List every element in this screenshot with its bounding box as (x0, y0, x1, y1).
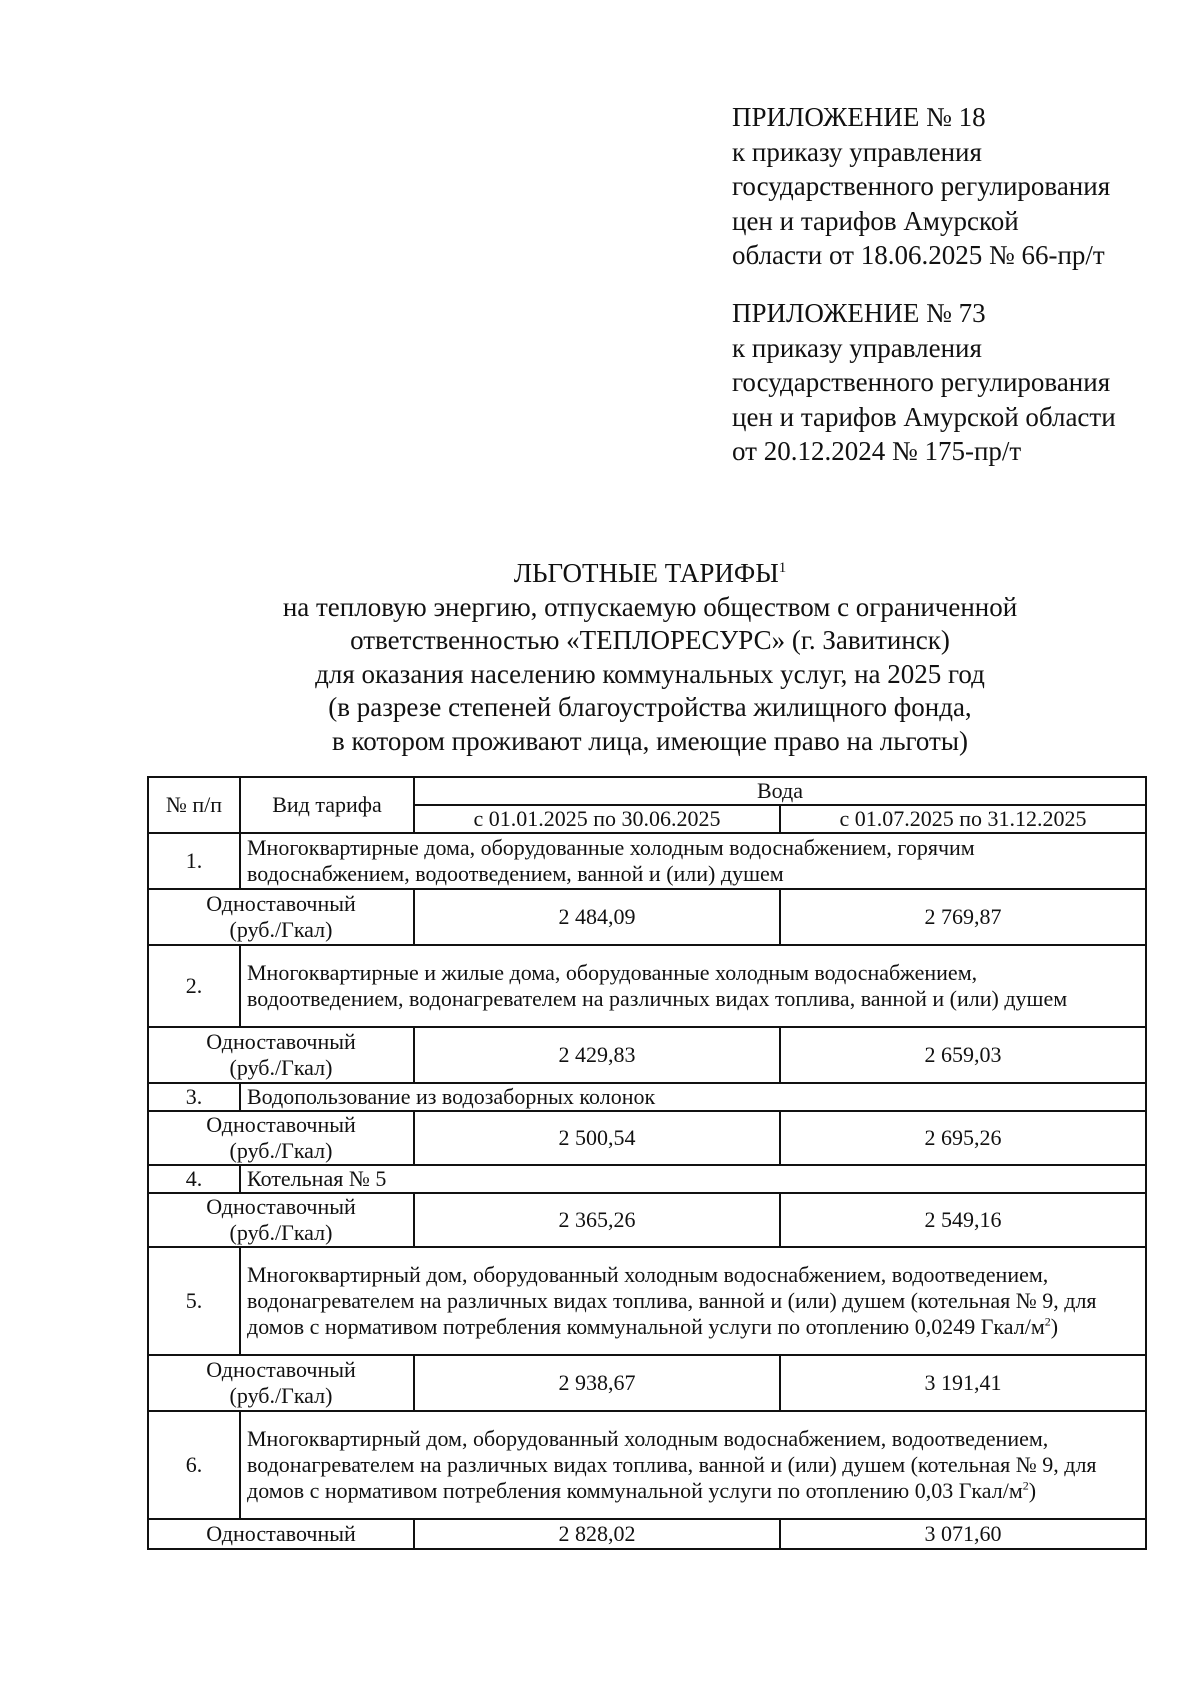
category-superscript: 2 (1044, 1314, 1051, 1329)
tariff-type (148, 1193, 414, 1247)
tariff-value-period-1: 2 429,83 (414, 1027, 780, 1083)
category-description (240, 1165, 1146, 1193)
tariff-row (148, 1519, 1146, 1549)
tariff-row (148, 1111, 1146, 1165)
tariff-type-label: Одноставочный (206, 1194, 356, 1219)
tariff-value-period-1: 2 484,09 (414, 889, 780, 945)
row-number: 2. (148, 945, 240, 1027)
tariff-value-period-2: 2 769,87 (780, 889, 1146, 945)
header-type: Вид тарифа (240, 777, 414, 833)
title-line: для оказания населению коммунальных услуг, на 2025 год (315, 658, 985, 689)
appendix-line: ПРИЛОЖЕНИЕ № 73 (732, 298, 986, 328)
category-text: Многоквартирный дом, оборудованный холодным водоснабжением, водоотведением, водонагревателем на различных видах топлива, ванной и (или) душем (котельная № 9, для домов с нормативом потребления коммунальной услуги по отоплению 0,03 Гкал/м (247, 1426, 1097, 1503)
appendix-73-header (732, 296, 1172, 469)
category-row (148, 1083, 1146, 1111)
row-number: 5. (148, 1247, 240, 1355)
tariff-unit: (руб./Гкал) (229, 1220, 333, 1245)
appendix-line: ПРИЛОЖЕНИЕ № 18 (732, 102, 986, 132)
row-number: 1. (148, 833, 240, 889)
header-period-1: с 01.01.2025 по 30.06.2025 (414, 805, 780, 833)
tariff-unit: (руб./Гкал) (229, 917, 333, 942)
header-period-2: с 01.07.2025 по 31.12.2025 (780, 805, 1146, 833)
tariff-type (148, 1355, 414, 1411)
footnote-mark: 1 (778, 560, 787, 576)
tariff-type-label: Одноставочный (206, 1029, 356, 1054)
category-text: Котельная № 5 (247, 1166, 387, 1191)
appendix-line: цен и тарифов Амурской (732, 205, 1019, 236)
tariff-type-label: Одноставочный (206, 891, 356, 916)
header-row (148, 777, 1146, 805)
tariff-value-period-1: 2 938,67 (414, 1355, 780, 1411)
category-text: Многоквартирные дома, оборудованные холодным водоснабжением, горячим водоснабжением, водоотведением, ванной и (или) душем (247, 835, 975, 886)
tariff-value-period-1: 2 828,02 (414, 1519, 780, 1549)
category-row (148, 1411, 1146, 1519)
tariff-type (148, 1519, 414, 1549)
tariff-type-label: Одноставочный (206, 1357, 356, 1382)
header-water: Вода (414, 777, 1146, 805)
appendix-line: области от 18.06.2025 № 66-пр/т (732, 240, 1105, 270)
tariff-unit: (руб./Гкал) (229, 1383, 333, 1408)
tariff-row (148, 1027, 1146, 1083)
category-row (148, 1247, 1146, 1355)
title-line: в котором проживают лица, имеющие право на льготы) (332, 725, 968, 756)
tariff-value-period-1: 2 365,26 (414, 1193, 780, 1247)
tariff-value-period-1: 2 500,54 (414, 1111, 780, 1165)
category-row (148, 945, 1146, 1027)
tariff-type-label: Одноставочный (206, 1521, 356, 1546)
appendix-18-header (732, 100, 1172, 273)
row-number: 6. (148, 1411, 240, 1519)
appendix-line: к приказу управления (732, 136, 982, 167)
title-line: (в разрезе степеней благоустройства жилищного фонда, (328, 692, 972, 722)
category-text-tail: ) (1050, 1314, 1059, 1339)
category-text: Водопользование из водозаборных колонок (247, 1084, 656, 1109)
category-text: Многоквартирный дом, оборудованный холодным водоснабжением, водоотведением, водонагревателем на различных видах топлива, ванной и (или) душем (котельная № 9, для домов с нормативом потребления коммунальной услуги по отоплению 0,0249 Гкал/м (247, 1262, 1097, 1339)
row-number: 4. (148, 1165, 240, 1193)
tariff-row (148, 889, 1146, 945)
row-number: 3. (148, 1083, 240, 1111)
title-main (150, 557, 1150, 591)
appendix-line: от 20.12.2024 № 175-пр/т (732, 436, 1022, 466)
tariff-value-period-2: 3 071,60 (780, 1519, 1146, 1549)
tariff-type (148, 889, 414, 945)
tariff-type-label: Одноставочный (206, 1112, 356, 1137)
title-line: на тепловую энергию, отпускаемую обществом с ограниченной (282, 591, 1018, 622)
tariff-value-period-2: 2 659,03 (780, 1027, 1146, 1083)
category-description (240, 1083, 1146, 1111)
category-description (240, 945, 1146, 1027)
title-text: ЛЬГОТНЫЕ ТАРИФЫ (513, 558, 779, 588)
tariff-value-period-2: 3 191,41 (780, 1355, 1146, 1411)
tariff-table (147, 776, 1147, 1550)
tariff-row (148, 1193, 1146, 1247)
category-superscript: 2 (1022, 1478, 1029, 1493)
category-text: Многоквартирные и жилые дома, оборудованные холодным водоснабжением, водоотведением, водонагревателем на различных видах топлива, ванной и (или) душем (247, 960, 1068, 1011)
document-title (150, 557, 1150, 758)
tariff-body (148, 833, 1146, 1549)
tariff-unit: (руб./Гкал) (229, 1138, 333, 1163)
category-description (240, 833, 1146, 889)
tariff-value-period-2: 2 695,26 (780, 1111, 1146, 1165)
header-num: № п/п (148, 777, 240, 833)
appendix-line: государственного регулирования (732, 171, 1111, 201)
tariff-row (148, 1355, 1146, 1411)
tariff-value-period-2: 2 549,16 (780, 1193, 1146, 1247)
category-row (148, 833, 1146, 889)
category-text-tail: ) (1028, 1478, 1037, 1503)
tariff-type (148, 1111, 414, 1165)
title-line: ответственностью «ТЕПЛОРЕСУРС» (г. Завитинск) (350, 625, 950, 655)
appendix-line: государственного регулирования (732, 367, 1111, 397)
category-description (240, 1247, 1146, 1355)
category-description (240, 1411, 1146, 1519)
category-row (148, 1165, 1146, 1193)
appendix-line: цен и тарифов Амурской области (732, 401, 1116, 432)
tariff-type (148, 1027, 414, 1083)
tariff-unit: (руб./Гкал) (229, 1055, 333, 1080)
appendix-line: к приказу управления (732, 332, 982, 363)
